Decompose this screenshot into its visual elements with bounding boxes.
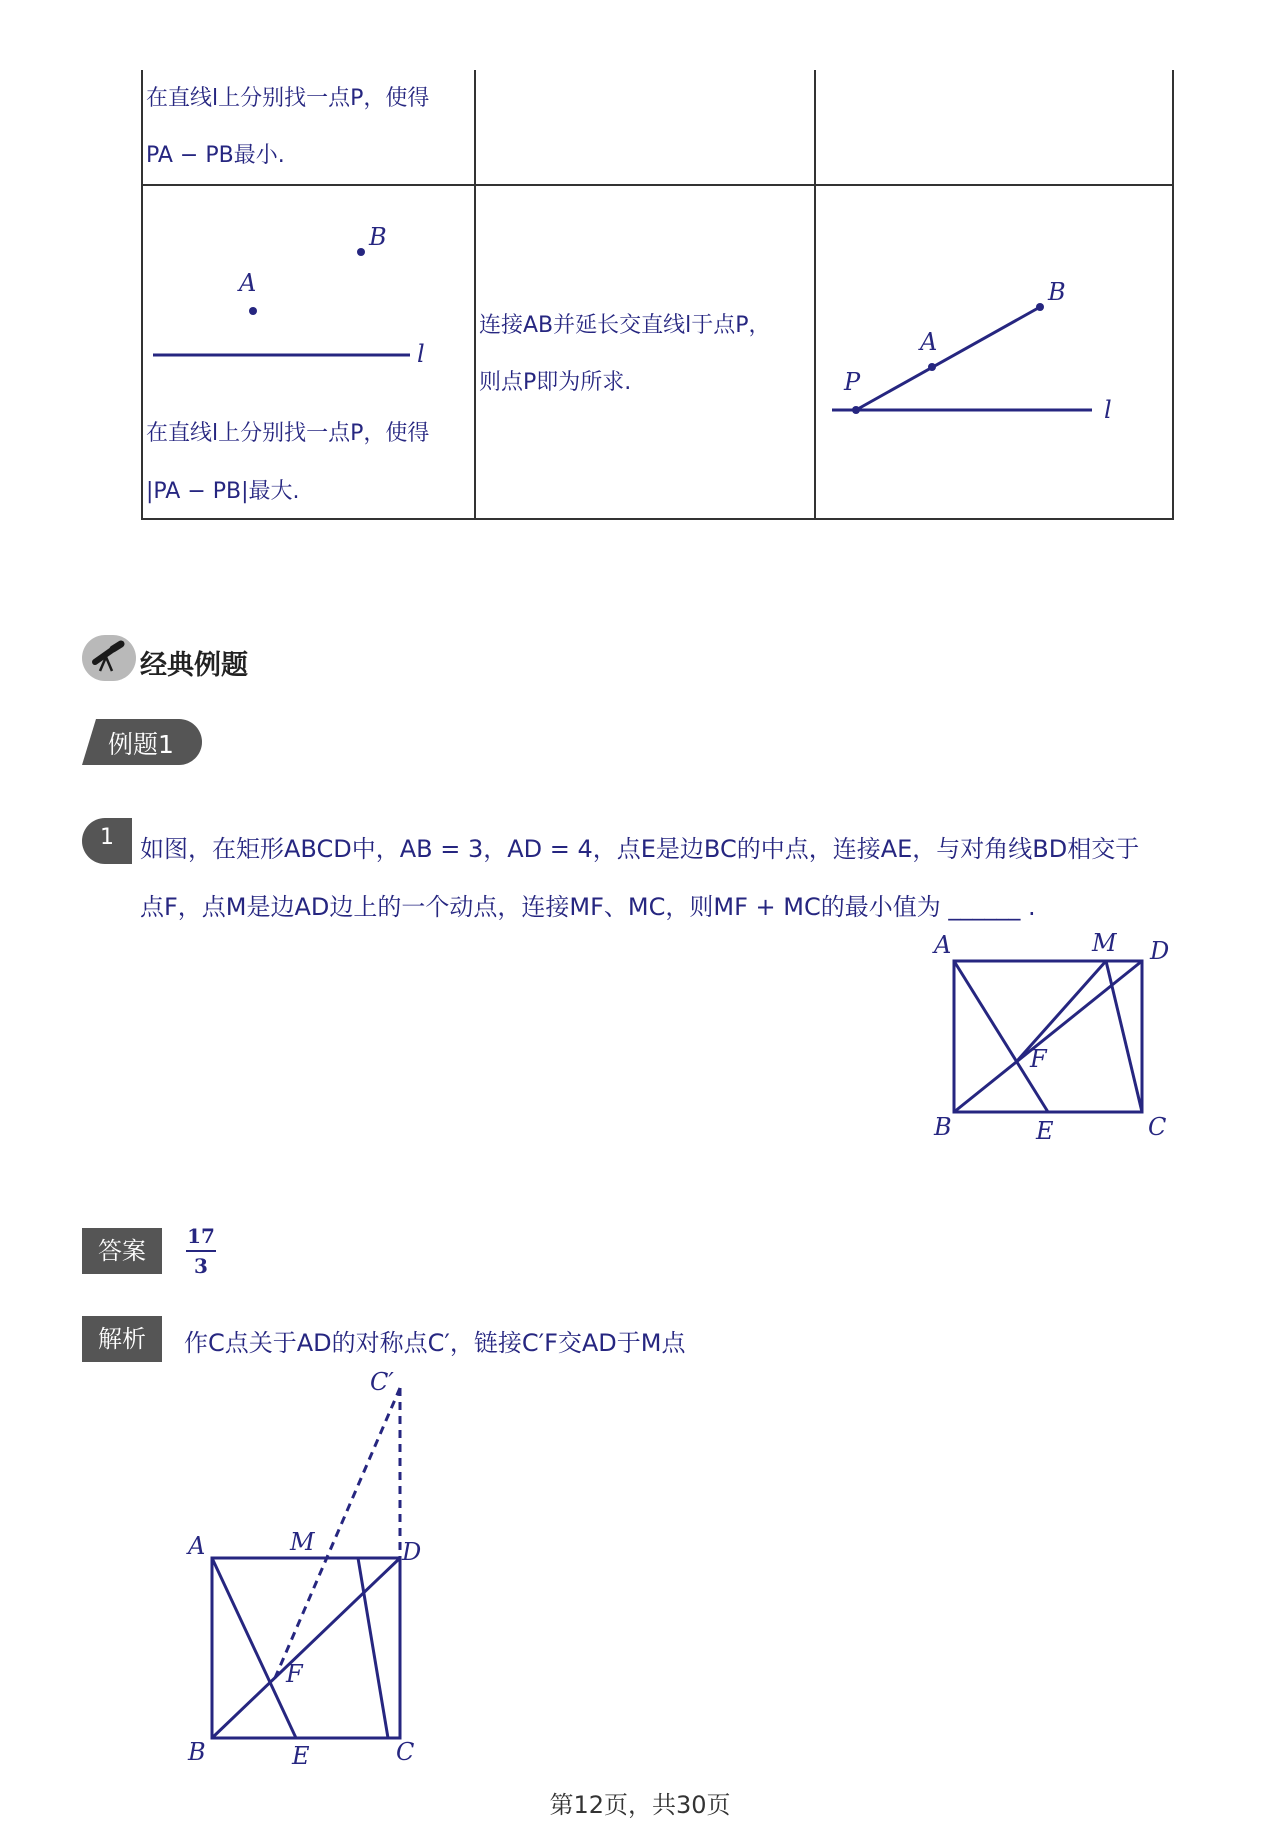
section-title: 经典例题 [140, 650, 248, 681]
segment-ae [954, 961, 1048, 1112]
table-border [814, 70, 816, 519]
table-border [1172, 70, 1174, 519]
telescope-icon [82, 635, 136, 681]
answer-tag: 答案 [82, 1228, 162, 1274]
answer-fraction [186, 1224, 216, 1278]
label-a: A [239, 269, 257, 297]
question-line: 点F，点M是边AD边上的一个动点，连接MF、MC，则MF + MC的最小值为 ______ . [140, 893, 1036, 921]
table-cell-text: |PA − PB|最大. [146, 479, 300, 504]
answer-denominator: 3 [194, 1254, 208, 1278]
label-b: B [934, 1113, 952, 1141]
figure-reflection-construction [180, 1370, 440, 1770]
figure-points-line-left [145, 215, 465, 375]
analysis-text: 作C点关于AD的对称点C′，链接C′F交AD于M点 [184, 1329, 686, 1357]
label-p: P [844, 368, 861, 396]
label-e: E [292, 1742, 310, 1770]
question-line: 如图，在矩形ABCD中，AB = 3，AD = 4，点E是边BC的中点，连接AE，与对角线BD相交于 [140, 835, 1140, 863]
label-c: C [396, 1738, 415, 1766]
segment-bd [954, 961, 1142, 1112]
point-b [357, 248, 365, 256]
point-a [249, 307, 257, 315]
page-footer: 第12页，共30页 [549, 1791, 731, 1819]
segment-mc [1106, 961, 1142, 1112]
label-f: F [1030, 1045, 1047, 1073]
analysis-tag: 解析 [82, 1316, 162, 1362]
point-b [1036, 303, 1044, 311]
label-b: B [1048, 278, 1066, 306]
point-p [852, 406, 860, 414]
label-f: F [286, 1660, 303, 1688]
answer-numerator: 17 [187, 1224, 215, 1248]
fraction-bar [186, 1250, 216, 1252]
table-cell-text: 在直线l上分别找一点P，使得 [146, 421, 430, 446]
label-d: D [402, 1538, 422, 1566]
label-a: A [188, 1532, 206, 1560]
line-pb [856, 307, 1040, 410]
label-e: E [1036, 1117, 1054, 1145]
table-cell-text: 则点P即为所求. [479, 370, 632, 395]
table-border [141, 184, 1174, 186]
table-cell-text: PA − PB最小. [146, 143, 285, 168]
table-border [474, 70, 476, 519]
label-m: M [1092, 929, 1117, 957]
point-a [928, 363, 936, 371]
segment-ae [212, 1558, 296, 1738]
label-m: M [290, 1528, 315, 1556]
label-l: l [417, 340, 425, 368]
figure-rectangle-abcd [922, 925, 1182, 1145]
example-tag: 例题1 [108, 730, 174, 759]
label-c-prime: C′ [370, 1370, 394, 1396]
figure-extension-right [820, 270, 1165, 430]
table-border [141, 518, 1174, 520]
table-border [141, 70, 143, 519]
label-a: A [934, 931, 952, 959]
label-c: C [1148, 1113, 1167, 1141]
table-cell-text: 连接AB并延长交直线l于点P， [479, 313, 771, 338]
table-cell-text: 在直线l上分别找一点P，使得 [146, 86, 430, 111]
question-number: 1 [100, 825, 114, 850]
label-b: B [188, 1738, 206, 1766]
label-b: B [369, 223, 387, 251]
label-l: l [1104, 396, 1112, 424]
label-a: A [920, 328, 938, 356]
label-d: D [1150, 937, 1170, 965]
